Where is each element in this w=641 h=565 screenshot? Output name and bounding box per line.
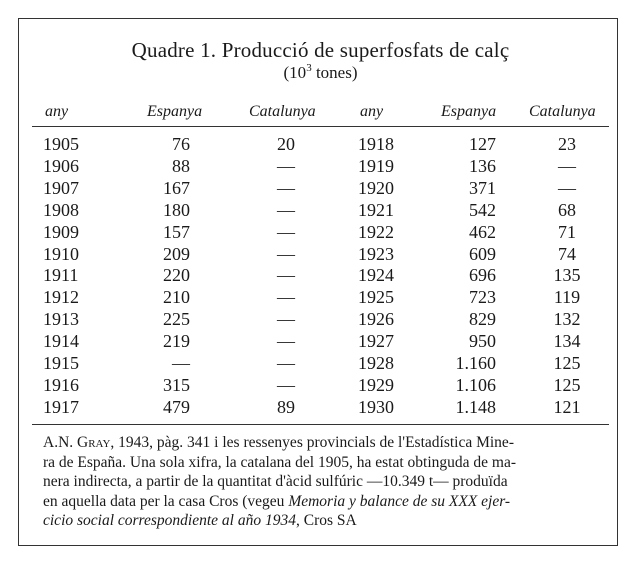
table-row: [0, 353, 641, 375]
cell-espanya-right: 462: [469, 221, 496, 242]
cell-year-right: 1921: [358, 199, 394, 220]
note-line-2: ra de España. Una sola xifra, la catalana del 1905, ha estat obtinguda de ma-: [43, 453, 516, 471]
cell-catalunya-right: 23: [558, 134, 576, 154]
note-line-1: [43, 433, 603, 453]
cell-espanya-right: 1.106: [455, 374, 496, 395]
cell-espanya-left: 220: [163, 265, 190, 286]
table-row: [0, 265, 641, 287]
table-row: [0, 134, 641, 156]
cell-year-left: 1905: [43, 134, 79, 154]
table-row: [0, 287, 641, 309]
table-row: [0, 222, 641, 244]
cell-espanya-left: 88: [172, 155, 190, 176]
table-row: [0, 244, 641, 266]
cell-year-left: 1910: [43, 243, 79, 264]
header-espanya-1: Espanya: [147, 103, 203, 120]
header-catalunya-2: Catalunya: [529, 103, 596, 120]
cell-espanya-left: 479: [163, 396, 190, 417]
cell-year-right: 1919: [358, 155, 394, 176]
cell-year-right: 1918: [358, 134, 394, 154]
cell-year-right: 1925: [358, 287, 394, 308]
cell-espanya-right: 1.160: [455, 353, 496, 373]
cell-year-right: 1920: [358, 177, 394, 198]
cell-catalunya-right: 71: [558, 221, 576, 242]
cell-year-left: 1909: [43, 221, 79, 242]
cell-espanya-right: 696: [469, 265, 496, 286]
cell-year-left: 1915: [43, 353, 79, 373]
cell-catalunya-left: —: [277, 353, 295, 373]
note-author: A.N. Gray: [43, 434, 111, 451]
source-note: [43, 433, 603, 531]
cell-catalunya-left: —: [277, 374, 295, 395]
cell-catalunya-left: —: [277, 287, 295, 308]
cell-catalunya-right: —: [558, 155, 576, 176]
cell-catalunya-right: 125: [553, 374, 581, 395]
cell-catalunya-left: —: [277, 221, 295, 242]
cell-year-right: 1924: [358, 265, 394, 286]
header-catalunya-1: Catalunya: [249, 103, 316, 120]
table-subtitle: [0, 63, 641, 83]
cell-catalunya-right: 74: [558, 243, 576, 264]
cell-catalunya-left: 20: [277, 134, 295, 154]
cell-year-left: 1917: [43, 396, 79, 417]
cell-espanya-left: 180: [163, 199, 190, 220]
header-any-2: any: [360, 103, 384, 120]
table-row: [0, 178, 641, 200]
cell-espanya-right: 136: [469, 155, 496, 176]
cell-year-left: 1914: [43, 331, 79, 352]
cell-year-left: 1916: [43, 374, 79, 395]
note-line4-italic: Memoria y balance de su XXX ejer-: [288, 492, 511, 510]
cell-espanya-left: 315: [163, 374, 190, 395]
cell-espanya-left: 76: [172, 134, 190, 154]
note-line-5: [43, 511, 603, 531]
table-row: [0, 309, 641, 331]
subtitle-unit: tones): [311, 63, 358, 82]
cell-espanya-right: 950: [469, 331, 496, 352]
subtitle-exponent: 3: [306, 62, 312, 74]
subtitle-base: (10: [283, 63, 307, 82]
table-row: [0, 156, 641, 178]
header-espanya-2: Espanya: [441, 103, 497, 120]
cell-espanya-left: 157: [163, 221, 190, 242]
header-rule: [32, 126, 609, 127]
cell-catalunya-left: —: [277, 155, 295, 176]
table-row: [0, 331, 641, 353]
note-line5-rest: , Cros SA: [295, 512, 357, 529]
cell-year-right: 1928: [358, 353, 394, 373]
cell-year-left: 1907: [43, 177, 79, 198]
header-any-1: any: [45, 103, 69, 120]
cell-espanya-left: 219: [163, 331, 190, 352]
table-title: Quadre 1. Producció de superfosfats de calç: [131, 38, 510, 62]
cell-espanya-right: 542: [469, 199, 496, 220]
table-row: [0, 397, 641, 419]
cell-espanya-left: 210: [163, 287, 190, 308]
cell-catalunya-left: —: [277, 331, 295, 352]
note-line-4: [43, 492, 603, 512]
cell-espanya-right: 723: [469, 287, 496, 308]
note-line4-start: en aquella data per la casa Cros (vegeu: [43, 492, 289, 510]
cell-catalunya-right: 121: [553, 396, 581, 417]
note-line-3: nera indirecta, a partir de la quantitat d'àcid sulfúric —10.349 t— produïda: [43, 473, 508, 490]
cell-year-left: 1912: [43, 287, 79, 308]
cell-year-left: 1911: [43, 265, 79, 286]
cell-year-right: 1927: [358, 331, 394, 352]
cell-espanya-right: 371: [469, 177, 496, 198]
cell-year-right: 1929: [358, 374, 394, 395]
cell-catalunya-left: —: [277, 265, 295, 286]
cell-espanya-right: 829: [469, 309, 496, 330]
cell-catalunya-right: 68: [558, 199, 576, 220]
note-line1-rest: , 1943, pàg. 341 i les ressenyes provincials de l'Estadística Mine-: [110, 434, 514, 451]
cell-year-left: 1913: [43, 309, 79, 330]
cell-year-right: 1930: [358, 396, 394, 417]
cell-catalunya-right: 135: [553, 265, 581, 286]
cell-catalunya-right: 119: [553, 287, 581, 308]
note-line5-italic: cicio social correspondiente al año 1934: [43, 512, 296, 529]
cell-catalunya-left: —: [277, 309, 295, 330]
cell-year-right: 1926: [358, 309, 394, 330]
cell-catalunya-left: 89: [277, 396, 295, 417]
cell-year-right: 1923: [358, 243, 394, 264]
cell-catalunya-left: —: [277, 199, 295, 220]
table-row: [0, 375, 641, 397]
cell-espanya-left: 167: [163, 177, 190, 198]
cell-year-left: 1906: [43, 155, 79, 176]
cell-espanya-right: 609: [469, 243, 496, 264]
cell-catalunya-right: 132: [553, 309, 581, 330]
cell-catalunya-right: —: [558, 177, 576, 198]
cell-espanya-right: 1.148: [455, 396, 496, 417]
cell-catalunya-left: —: [277, 177, 295, 198]
cell-espanya-left: —: [172, 353, 190, 373]
cell-espanya-left: 225: [163, 309, 190, 330]
cell-catalunya-right: 125: [553, 353, 581, 373]
cell-catalunya-left: —: [277, 243, 295, 264]
cell-year-right: 1922: [358, 221, 394, 242]
footer-rule: [32, 424, 609, 425]
table-row: [0, 200, 641, 222]
cell-catalunya-right: 134: [553, 331, 581, 352]
cell-espanya-right: 127: [469, 134, 496, 154]
cell-year-left: 1908: [43, 199, 79, 220]
cell-espanya-left: 209: [163, 243, 190, 264]
